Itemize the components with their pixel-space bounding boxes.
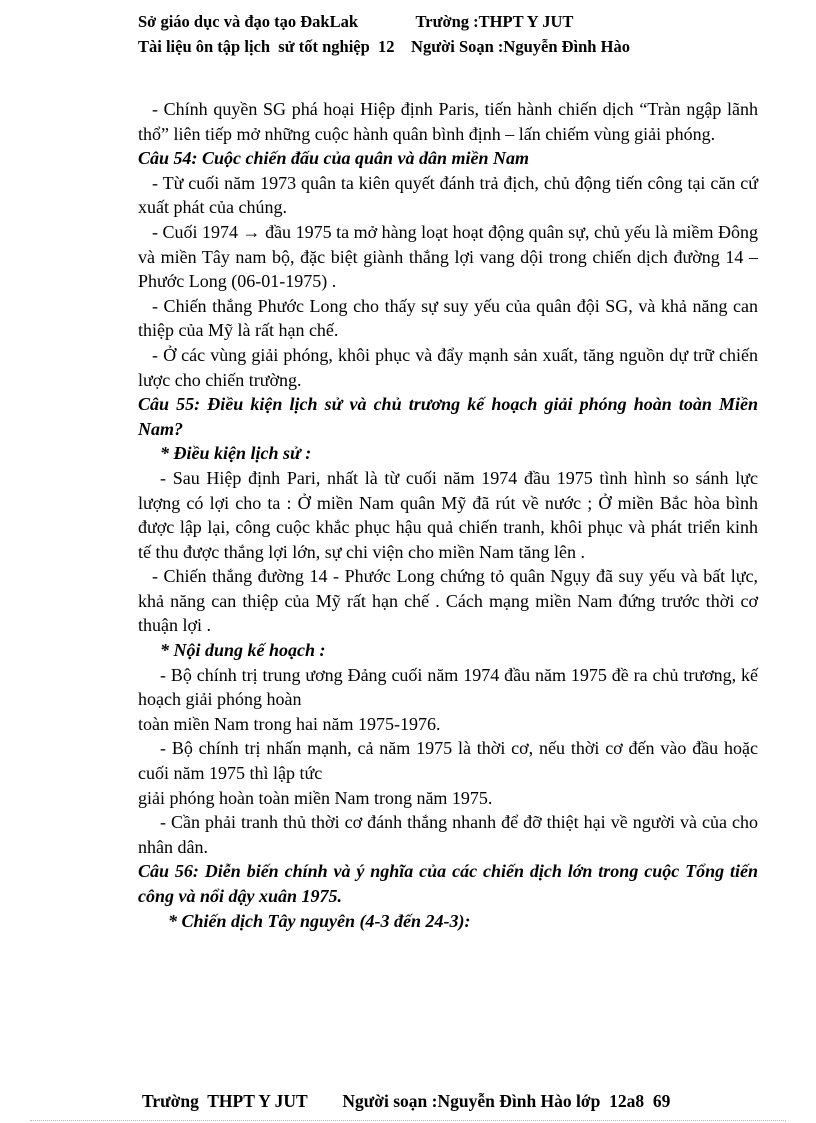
header-school: Trường :THPT Y JUT (415, 12, 574, 31)
header-doc-title: Tài liệu ôn tập lịch sử tốt nghiệp 12 (138, 37, 395, 56)
paragraph: - Cuối 1974 → đầu 1975 ta mở hàng loạt hoạt động quân sự, chủ yếu là miềm Đông và miền Tây nam bộ, đặc biệt giành thắng lợi vang dội trong chiến dịch đường 14 – Phước Long (06-01-1975) . (138, 221, 758, 292)
paragraph: - Cần phải tranh thủ thời cơ đánh thắng nhanh để đỡ thiệt hại về người và của cho nhân dân. (138, 812, 758, 857)
paragraph: - Bộ chính trị trung ương Đảng cuối năm 1974 đầu năm 1975 đề ra chủ trương, kế hoạch giải phóng hoàn (138, 664, 758, 710)
paragraph: - Từ cuối năm 1973 quân ta kiên quyết đánh trả địch, chủ động tiến công tại căn cứ xuất phát của chúng. (138, 172, 758, 218)
paragraph: giải phóng hoàn toàn miền Nam trong năm 1975. (138, 787, 493, 808)
paragraph: - Chiến thắng Phước Long cho thấy sự suy yếu của quân đội SG, và khả năng can thiệp của Mỹ là rất hạn chế. (138, 295, 758, 341)
header-line-2 (138, 37, 630, 57)
subheading-plan: * Nội dung kế hoạch : (160, 640, 326, 661)
header-line-1 (138, 12, 573, 32)
subheading-tay-nguyen: * Chiến dịch Tây nguyên (4-3 đến 24-3): (168, 910, 471, 931)
paragraph: - Bộ chính trị nhấn mạnh, cả năm 1975 là thời cơ, nếu thời cơ đến vào đầu hoặc cuối năm 1975 thì lập tức (138, 738, 758, 784)
document-body (138, 97, 758, 933)
question-heading-56: Câu 56: Diễn biến chính và ý nghĩa của các chiến dịch lớn trong cuộc Tổng tiến công và nổi dậy xuân 1975. (138, 861, 758, 906)
footer-divider (30, 1120, 786, 1121)
paragraph: - Chiến thắng đường 14 - Phước Long chứng tỏ quân Ngụy đã suy yếu và bất lực, khả năng can thiệp của Mỹ rất hạn chế . Cách mạng miền Nam đứng trước thời cơ thuận lợi . (138, 566, 758, 636)
paragraph: toàn miền Nam trong hai năm 1975-1976. (138, 713, 441, 734)
question-heading-55: Câu 55: Điều kiện lịch sử và chủ trương kế hoạch giải phóng hoàn toàn Miền Nam? (138, 394, 758, 439)
subheading-conditions: * Điều kiện lịch sử : (160, 443, 312, 464)
header-author: Người Soạn :Nguyễn Đình Hào (411, 37, 630, 56)
page-footer: Trường THPT Y JUT Người soạn :Nguyễn Đình Hào lớp 12a8 69 (142, 1091, 671, 1111)
question-heading-54: Câu 54: Cuộc chiến đấu của quân và dân miền Nam (138, 148, 530, 169)
paragraph: - Sau Hiệp định Pari, nhất là từ cuối năm 1974 đầu 1975 tình hình so sánh lực lượng có lợi cho ta : Ở miền Nam quân Mỹ đã rút về nước ; Ở miền Bắc hòa bình được lập lại, công cuộc khắc phục hậu quả chiến tranh, khôi phục và phát triển kinh tế thu được thắng lợi lớn, sự chi viện cho miền Nam tăng lên . (138, 467, 758, 562)
header-department: Sở giáo dục và đạo tạo ĐakLak (138, 12, 359, 31)
paragraph: - Chính quyền SG phá hoại Hiệp định Paris, tiến hành chiến dịch “Tràn ngập lãnh thổ” liên tiếp mở những cuộc hành quân bình định – lấn chiếm vùng giải phóng. (138, 99, 758, 144)
paragraph: - Ở các vùng giải phóng, khôi phục và đẩy mạnh sản xuất, tăng nguồn dự trữ chiến lược cho chiến trường. (138, 344, 758, 390)
